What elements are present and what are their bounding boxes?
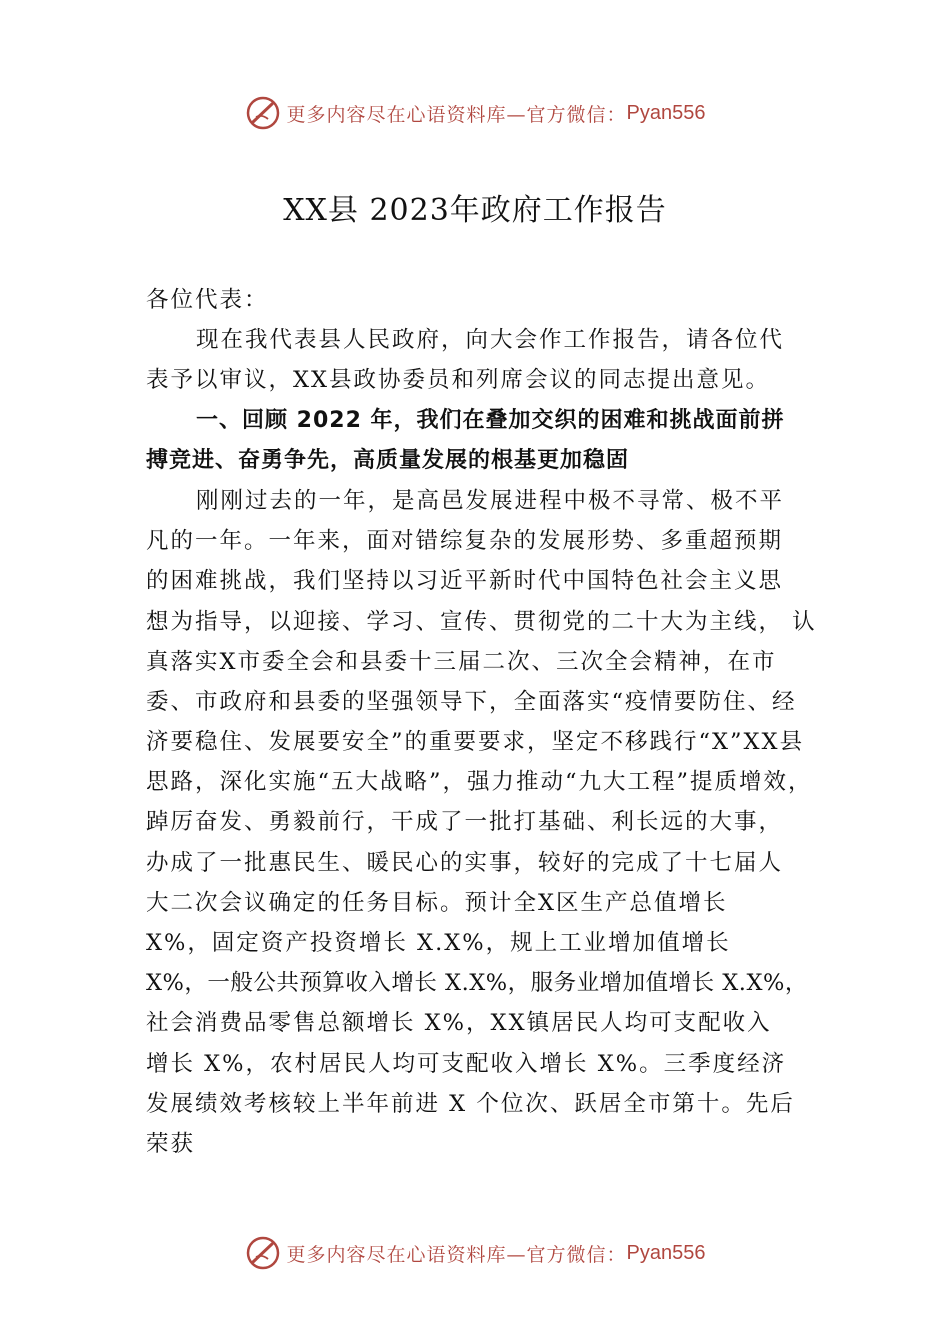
banner-text: 更多内容尽在心语资料库—官方微信：: [286, 103, 627, 126]
footer-banner: [0, 1233, 950, 1273]
paragraph-line: 真落实X市委全会和县委十三届二次、三次全会精神，在市: [146, 648, 777, 675]
paragraph-line: 增长 X%，农村居民人均可支配收入增长 X%。三季度经济: [146, 1050, 787, 1077]
brush-logo-icon: [245, 95, 281, 131]
paragraph-line: 现在我代表县人民政府，向大会作工作报告，请各位代: [196, 327, 785, 354]
paragraph-line: 凡的一年。一年来，面对错综复杂的发展形势、多重超预期: [146, 528, 784, 555]
header-banner: [0, 93, 950, 133]
page-title: XX县 2023年政府工作报告: [283, 193, 667, 228]
paragraph-line: X%，固定资产投资增长 X.X%，规上工业增加值增长: [146, 930, 731, 956]
paragraph-line: 的困难挑战，我们坚持以习近平新时代中国特色社会主义思: [146, 568, 784, 595]
paragraph-line: 想为指导，以迎接、学习、宣传、贯彻党的二十大为主线， 认: [146, 608, 817, 635]
banner-wechat-id: Pyan556: [626, 1241, 706, 1264]
section-heading: 搏竞进、奋勇争先，高质量发展的根基更加稳固: [146, 447, 630, 473]
paragraph-line: 办成了一批惠民生、暖民心的实事，较好的完成了十七届人: [146, 849, 784, 876]
salutation: 各位代表：: [146, 287, 269, 313]
brush-logo-icon: [245, 1235, 281, 1271]
paragraph-line: 思路，深化实施“五大战略”，强力推动“九大工程”提质增效，: [146, 769, 813, 796]
banner-text: 更多内容尽在心语资料库—官方微信：: [286, 1243, 627, 1266]
paragraph-line: 荣获: [146, 1130, 196, 1157]
paragraph-line: 委、市政府和县委的坚强领导下，全面落实“疫情要防住、经: [146, 688, 797, 715]
paragraph-line: 踔厉奋发、勇毅前行，干成了一批打基础、利长远的大事，: [146, 809, 784, 836]
paragraph-line: 发展绩效考核较上半年前进 X 个位次、跃居全市第十。先后: [146, 1090, 795, 1117]
paragraph-line: 大二次会议确定的任务目标。预计全X区生产总值增长: [146, 889, 728, 916]
paragraph-line: 社会消费品零售总额增长 X%，XX镇居民人均可支配收入: [146, 1010, 772, 1037]
section-heading: 一、回顾 2022 年，我们在叠加交织的困难和挑战面前拼: [196, 407, 785, 433]
paragraph-line: 济要稳住、发展要安全”的重要要求，坚定不移践行“X”XX县: [146, 729, 805, 756]
paragraph-line: 刚刚过去的一年，是高邑发展进程中极不寻常、极不平: [196, 487, 785, 514]
banner-wechat-id: Pyan556: [626, 101, 706, 124]
paragraph-line: 表予以审议，XX县政协委员和列席会议的同志提出意见。: [146, 367, 771, 394]
paragraph-line: X%，一般公共预算收入增长 X.X%，服务业增加值增长 X.X%，: [146, 970, 808, 997]
document-body: [146, 280, 818, 1164]
